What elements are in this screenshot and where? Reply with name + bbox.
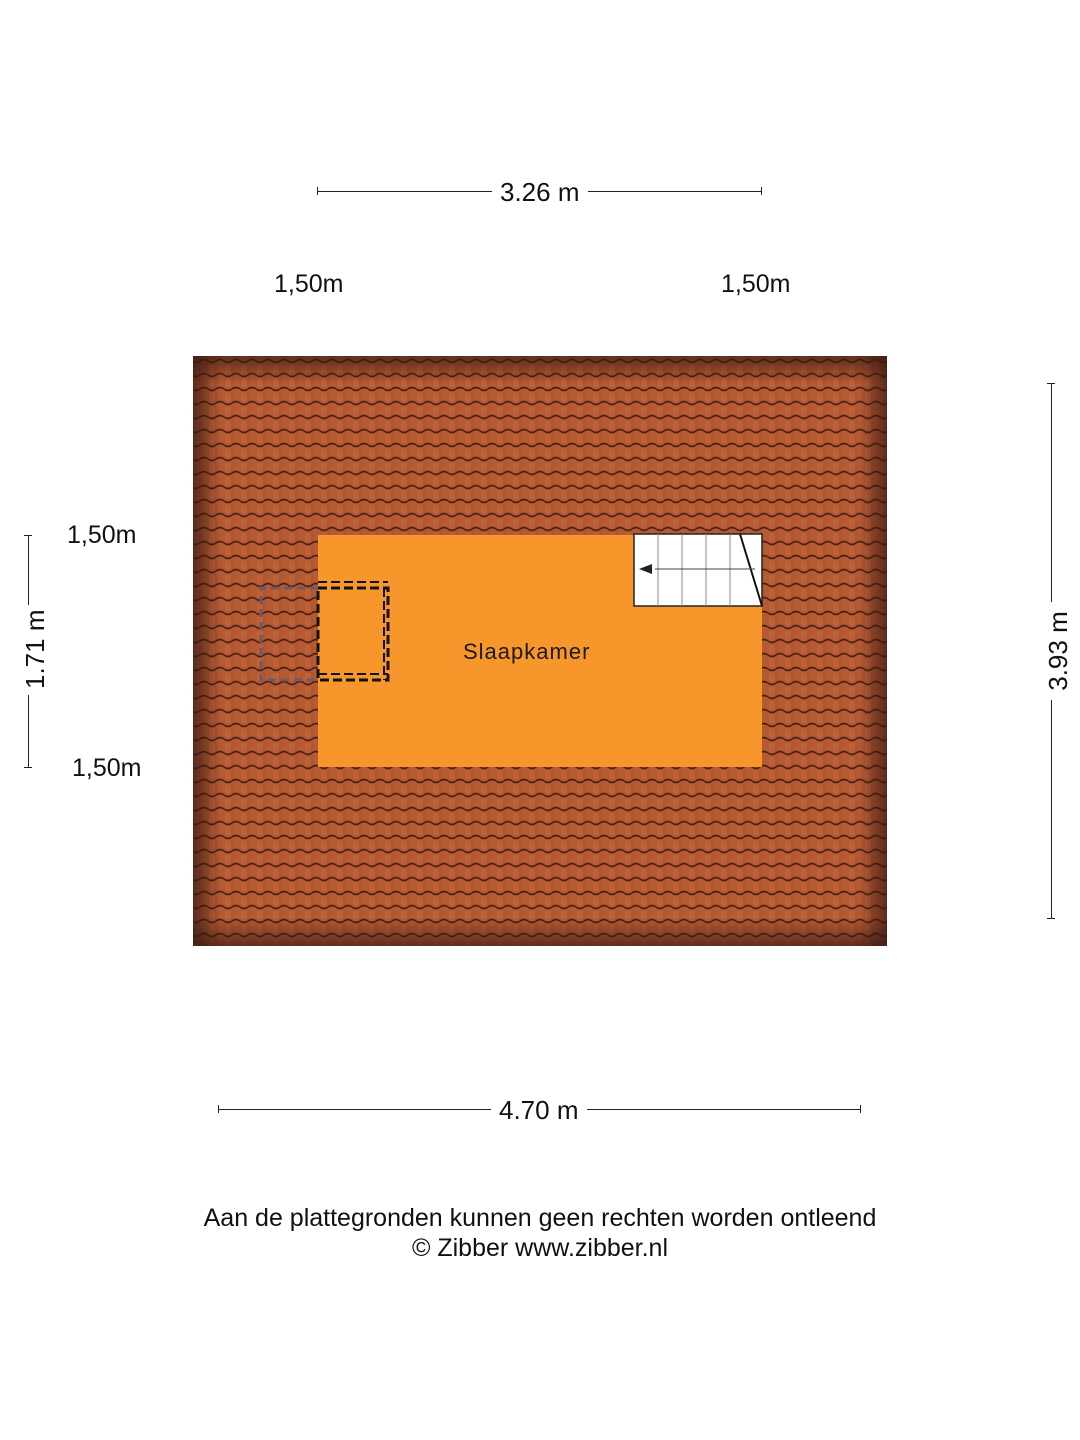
room-label-slaapkamer: Slaapkamer bbox=[463, 639, 591, 664]
dimension-bottom: 4.70 m bbox=[491, 1097, 587, 1123]
dim-cap bbox=[24, 535, 32, 536]
dimension-top: 3.26 m bbox=[492, 179, 588, 205]
staircase bbox=[634, 534, 762, 606]
slope-label-top-right: 1,50m bbox=[721, 270, 791, 298]
dim-cap bbox=[1047, 918, 1055, 919]
dim-cap bbox=[1047, 383, 1055, 384]
dim-cap bbox=[761, 187, 762, 195]
dimension-left: 1.71 m bbox=[22, 605, 48, 695]
dim-cap bbox=[860, 1105, 861, 1113]
footer-copyright: © Zibber www.zibber.nl bbox=[411, 1234, 669, 1262]
dim-cap bbox=[317, 187, 318, 195]
slope-label-left-top: 1,50m bbox=[67, 521, 137, 549]
footer-disclaimer: Aan de plattegronden kunnen geen rechten worden ontleend bbox=[203, 1204, 877, 1232]
slope-label-left-bottom: 1,50m bbox=[72, 754, 142, 782]
dimension-right: 3.93 m bbox=[1045, 602, 1071, 700]
dim-cap bbox=[24, 767, 32, 768]
dim-cap bbox=[218, 1105, 219, 1113]
slope-label-top-left: 1,50m bbox=[274, 270, 344, 298]
